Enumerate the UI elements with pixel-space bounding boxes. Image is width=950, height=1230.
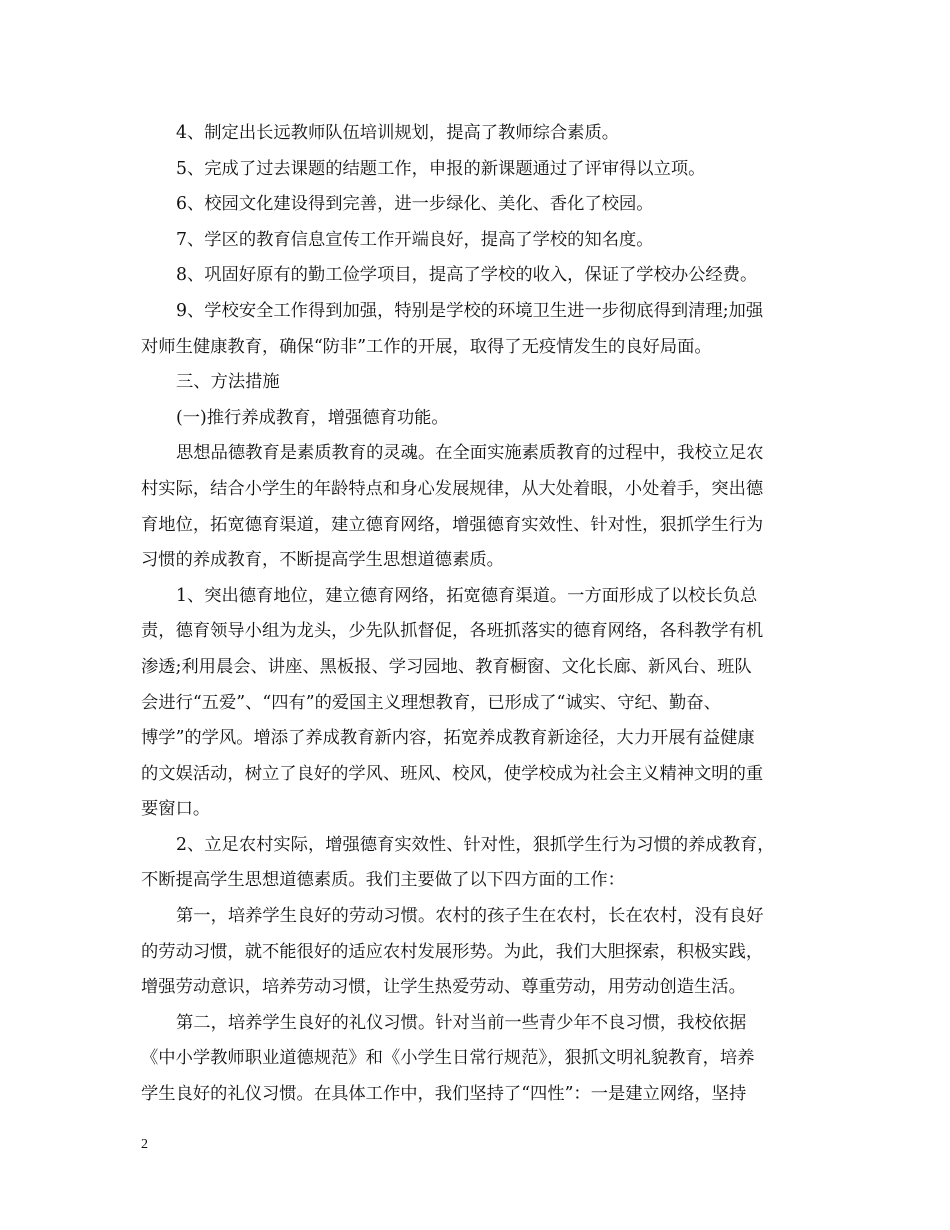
text-line: 不断提高学生思想道德素质。我们主要做了以下四方面的工作： xyxy=(141,870,625,891)
text-line: 会进行“五爱”、“四有”的爱国主义理想教育，已形成了“诚实、守纪、勤奋、 xyxy=(141,692,721,713)
text-line: 的劳动习惯，就不能很好的适应农村发展形势。为此，我们大胆探索，积极实践， xyxy=(141,941,764,962)
text-line: 《中小学教师职业道德规范》和《小学生日常行规范》，狠抓文明礼貌教育，培养 xyxy=(141,1048,755,1069)
text-line: 渗透;利用晨会、讲座、黑板报、学习园地、教育橱窗、文化长廊、新风台、班队 xyxy=(141,656,752,677)
text-line: 责，德育领导小组为龙头，少先队抓督促，各班抓落实的德育网络，各科教学有机 xyxy=(141,621,764,642)
subsection-heading: (一)推行养成教育，增强德育功能。 xyxy=(176,407,449,428)
text-line: 育地位，拓宽德育渠道，建立德育网络，增强德育实效性、针对性，狠抓学生行为 xyxy=(141,514,764,535)
text-line: 习惯的养成教育，不断提高学生思想道德素质。 xyxy=(141,550,504,571)
text-line: 要窗口。 xyxy=(141,799,211,820)
text-line: 2、立足农村实际，增强德育实效性、针对性，狠抓学生行为习惯的养成教育， xyxy=(176,834,775,855)
text-line: 对师生健康教育，确保“防非”工作的开展，取得了无疫情发生的良好局面。 xyxy=(141,336,712,357)
text-line: 第一，培养学生良好的劳动习惯。农村的孩子生在农村，长在农村，没有良好 xyxy=(176,906,764,927)
text-line: 5、完成了过去课题的结题工作，申报的新课题通过了评审得以立项。 xyxy=(176,158,706,179)
text-line: 1、突出德育地位，建立德育网络，拓宽德育渠道。一方面形成了以校长负总 xyxy=(176,585,758,606)
text-line: 8、巩固好原有的勤工俭学项目，提高了学校的收入，保证了学校办公经费。 xyxy=(176,265,758,286)
text-line: 增强劳动意识，培养劳动习惯，让学生热爱劳动、尊重劳动，用劳动创造生活。 xyxy=(141,977,746,998)
text-line: 村实际，结合小学生的年龄特点和身心发展规律，从大处着眼，小处着手，突出德 xyxy=(141,478,764,499)
text-line: 4、制定出长远教师队伍培训规划，提高了教师综合素质。 xyxy=(176,123,620,143)
text-line: 博学”的学风。增添了养成教育新内容，拓宽养成教育新途径，大力开展有益健康 xyxy=(141,728,755,749)
page-number: 2 xyxy=(141,1137,148,1152)
text-line: 的文娱活动，树立了良好的学风、班风、校风，使学校成为社会主义精神文明的重 xyxy=(141,763,764,784)
text-line: 思想品德教育是素质教育的灵魂。在全面实施素质教育的过程中，我校立足农 xyxy=(176,443,764,464)
section-heading: 三、方法措施 xyxy=(176,372,280,393)
text-line: 6、校园文化建设得到完善，进一步绿化、美化、香化了校园。 xyxy=(176,194,654,215)
document-body xyxy=(141,116,813,1113)
text-line: 学生良好的礼仪习惯。在具体工作中，我们坚持了“四性”：一是建立网络，坚持 xyxy=(141,1084,747,1105)
text-line: 第二，培养学生良好的礼仪习惯。针对当前一些青少年不良习惯，我校依据 xyxy=(176,1012,747,1033)
text-line: 7、学区的教育信息宣传工作开端良好，提高了学校的知名度。 xyxy=(176,229,654,250)
text-line: 9、学校安全工作得到加强，特别是学校的环境卫生进一步彻底得到清理;加强 xyxy=(176,300,764,321)
